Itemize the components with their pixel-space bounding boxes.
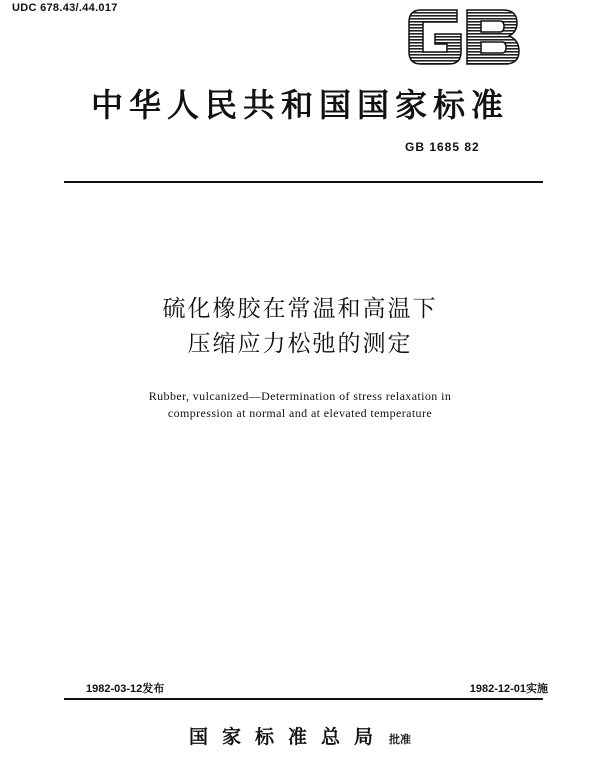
- udc-code: UDC 678.43/.44.017: [12, 2, 118, 14]
- approval-line: [0, 722, 600, 749]
- national-standard-heading: 中华人民共和国国家标准: [90, 86, 509, 124]
- top-divider: [64, 181, 543, 183]
- title-cn-line2: 压缩应力松弛的测定: [187, 331, 413, 357]
- title-cn-line1: 硫化橡胶在常温和高温下: [162, 296, 438, 322]
- title-en-line1: Rubber, vulcanized—Determination of stress relaxation in: [148, 389, 452, 403]
- issue-date: 1982-03-12发布: [86, 683, 165, 695]
- title-en-line2: compression at normal and at elevated temperature: [167, 406, 433, 420]
- standard-number: GB 1685 82: [405, 140, 480, 154]
- bottom-divider: [64, 698, 543, 700]
- effective-date: 1982-12-01实施: [469, 683, 548, 695]
- gb-logo-icon: [405, 6, 523, 68]
- approve-label: 批准: [389, 733, 411, 746]
- approving-bureau: 国家标准总局: [188, 726, 387, 748]
- gb-logo-text: GB: [464, 46, 466, 47]
